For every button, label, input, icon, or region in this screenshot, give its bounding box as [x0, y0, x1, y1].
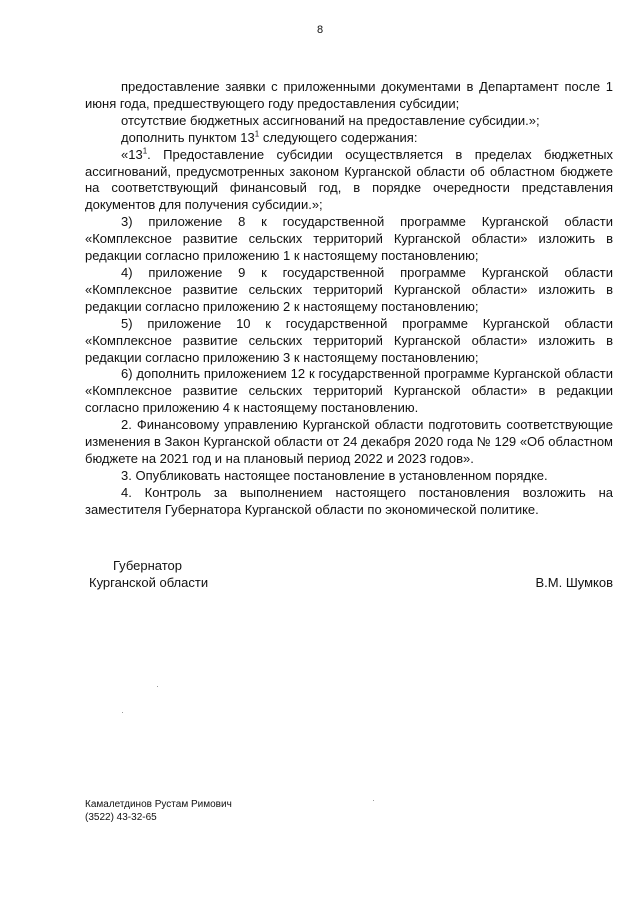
document-body [85, 79, 613, 519]
add-clause-text: дополнить пунктом 13 [121, 129, 255, 145]
executor-name: Камалетдинов Рустам Римович [85, 799, 232, 810]
paragraph-clause-13-1 [85, 147, 613, 215]
clause-text: . Предоставление субсидии осуществляется в пределах бюджетных ассигнований, предусмотренных законом Курганской области об областном бюджете на соответствующий финансовый год, в порядке очередности представления документов для получения субсидии.»; [85, 146, 613, 213]
paragraph-item-3: 3) приложение 8 к государственной программе Курганской области «Комплексное развитие сельских территорий Курганской области» изложить в редакции согласно приложению 1 к настоящему постановлению; [85, 214, 613, 264]
page-number: 8 [316, 24, 324, 36]
scan-speck [373, 800, 374, 801]
paragraph-item-5: 5) приложение 10 к государственной программе Курганской области «Комплексное развитие сельских территорий Курганской области» изложить в редакции согласно приложению 3 к настоящему постановлению; [85, 315, 613, 365]
paragraph-no-budget: отсутствие бюджетных ассигнований на предоставление субсидии.»; [121, 112, 540, 128]
clause-number: «13 [121, 146, 143, 162]
paragraph-item-4: 4) приложение 9 к государственной программе Курганской области «Комплексное развитие сельских территорий Курганской области» изложить в редакции согласно приложению 2 к настоящему постановлению; [85, 264, 613, 314]
paragraph-item-6: 6) дополнить приложением 12 к государственной программе Курганской области «Комплексное развитие сельских территорий Курганской области» в редакции согласно приложению 4 к настоящему постановлению. [85, 366, 613, 416]
paragraph-add-clause [85, 130, 613, 147]
signatory-region: Курганской области [89, 575, 209, 590]
superscript: 1 [142, 146, 148, 156]
paragraph-section-3: 3. Опубликовать настоящее постановление в установленном порядке. [121, 467, 548, 483]
add-clause-text-end: следующего содержания: [259, 129, 418, 145]
paragraph-section-4: 4. Контроль за выполнением настоящего постановления возложить на заместителя Губернатора Курганской области по экономической политике. [85, 484, 613, 517]
signatory-name: В.М. Шумков [535, 575, 613, 590]
executor-contact [85, 798, 232, 824]
signature-block [85, 557, 613, 591]
paragraph-application-deadline: предоставление заявки с приложенными документами в Департамент после 1 июня года, предшествующего году предоставления субсидии; [85, 79, 613, 111]
scan-speck [157, 686, 158, 687]
superscript: 1 [254, 129, 260, 139]
paragraph-section-2: 2. Финансовому управлению Курганской области подготовить соответствующие изменения в Закон Курганской области от 24 декабря 2020 года № 129 «Об областном бюджете на 2021 год и на плановый период 2022 и 2023 годов». [85, 417, 613, 466]
scan-speck [122, 712, 123, 713]
signatory-title: Губернатор [113, 558, 182, 573]
executor-phone: (3522) 43-32-65 [85, 812, 157, 823]
